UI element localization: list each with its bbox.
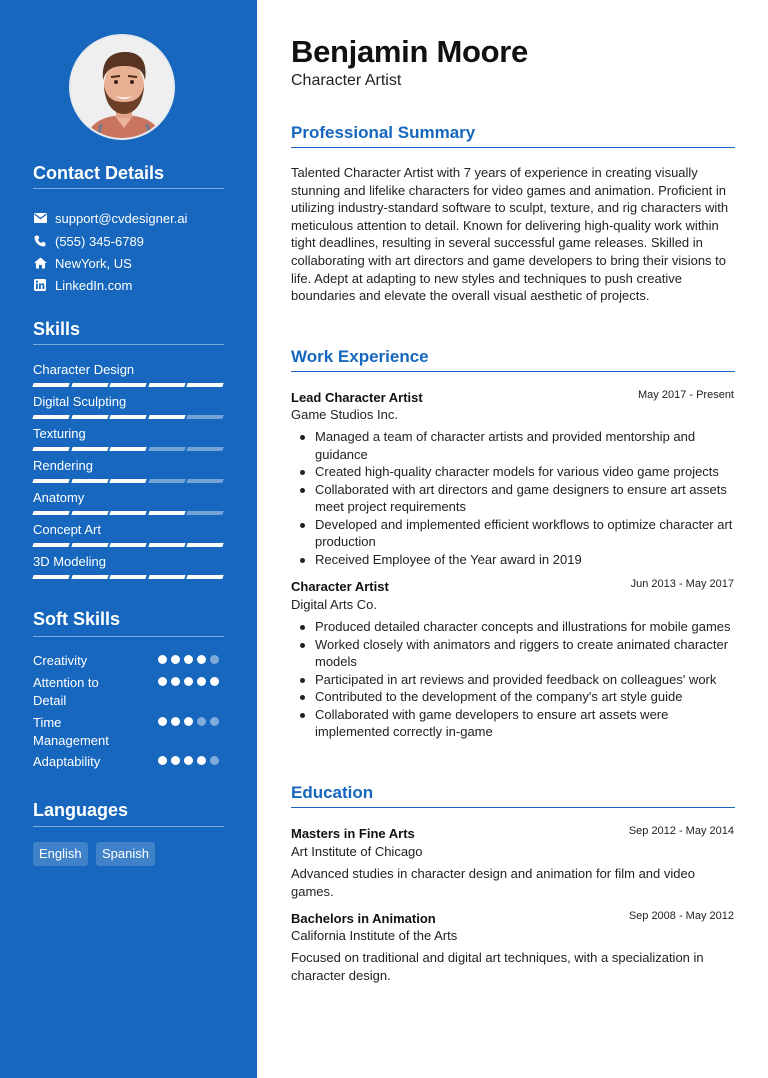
soft-skill-item	[33, 674, 223, 710]
phone-icon	[33, 234, 47, 248]
job-bullet: Collaborated with game developers to ensure art assets were implemented correctly in-game	[315, 706, 735, 741]
skill-level-segment	[32, 479, 69, 483]
skill-name: Rendering	[33, 458, 93, 473]
skill-level-segment	[187, 575, 224, 579]
soft-skills-divider	[33, 636, 224, 637]
skill-item	[33, 394, 223, 419]
summary-text: Talented Character Artist with 7 years of experience in creating visually stunning and lifelike characters for video games and animation. Proficient in utilizing industry-standard software to sculpt, texture, and rig characters with meticulous attention to detail. Known for delivering high-quality work within tight deadlines, resulting in several successful game releases. Skilled in collaborating with art directors and game developers to bring their visions to life. Adept at adapting to new styles and techniques to push creative boundaries and elevate the overall visual aesthetic of projects.	[291, 165, 729, 304]
skill-level-segment	[187, 415, 224, 419]
skill-name: 3D Modeling	[33, 554, 106, 569]
person-name: Benjamin Moore	[291, 34, 528, 69]
language-tag: Spanish	[96, 842, 155, 866]
languages-section-title: Languages	[33, 800, 129, 820]
rating-dot	[158, 655, 167, 664]
skill-level-segment	[32, 511, 69, 515]
skill-level-segment	[148, 511, 185, 515]
skills-section-title: Skills	[33, 319, 81, 339]
envelope-icon	[33, 211, 47, 225]
avatar	[69, 34, 175, 140]
rating-dot	[210, 677, 219, 686]
languages-divider	[33, 826, 224, 827]
summary-section-title: Professional Summary	[291, 123, 476, 142]
education-section-title: Education	[291, 783, 374, 802]
contact-phone-text: (555) 345-6789	[55, 233, 144, 249]
contact-linkedin-text: LinkedIn.com	[55, 277, 133, 293]
skill-level-segment	[187, 383, 224, 387]
job-company: Game Studios Inc.	[291, 407, 398, 422]
edu-dates: Sep 2012 - May 2014	[628, 825, 734, 837]
contact-location	[33, 254, 132, 272]
soft-skill-name: Attention to Detail	[33, 675, 99, 708]
skills-divider	[33, 344, 224, 345]
skill-level-segment	[71, 511, 108, 515]
skill-name: Concept Art	[33, 522, 101, 537]
skill-item	[33, 522, 223, 547]
job-dates: Jun 2013 - May 2017	[630, 578, 734, 590]
soft-skill-rating	[158, 717, 219, 726]
rating-dot	[158, 756, 167, 765]
skill-level-segment	[32, 415, 69, 419]
skill-level-segment	[109, 575, 146, 579]
skill-level-segment	[32, 383, 69, 387]
soft-skill-item	[33, 652, 223, 670]
edu-school: California Institute of the Arts	[291, 928, 458, 943]
skill-level-segment	[71, 543, 108, 547]
job-company: Digital Arts Co.	[291, 597, 377, 612]
linkedin-icon	[33, 278, 47, 292]
skill-level-segment	[109, 511, 146, 515]
person-role: Character Artist	[291, 72, 402, 89]
skill-level-bar	[33, 447, 223, 451]
contact-linkedin[interactable]	[33, 276, 132, 294]
skill-level-segment	[148, 415, 185, 419]
skill-level-segment	[32, 543, 69, 547]
job-dates: May 2017 - Present	[638, 389, 734, 401]
experience-section-title: Work Experience	[291, 347, 429, 366]
skill-level-bar	[33, 479, 223, 483]
summary-divider	[291, 147, 735, 148]
contact-divider	[33, 188, 224, 189]
edu-description: Focused on traditional and digital art techniques, with a specialization in character design.	[291, 950, 704, 983]
contact-location-text: NewYork, US	[55, 255, 132, 271]
soft-skill-name: Adaptability	[33, 754, 101, 769]
rating-dot	[158, 717, 167, 726]
job-bullet: Collaborated with art directors and game designers to ensure art assets meet project requirements	[315, 481, 735, 516]
edu-school: Art Institute of Chicago	[291, 844, 423, 859]
rating-dot	[171, 677, 180, 686]
contact-email[interactable]	[33, 209, 187, 227]
soft-skill-rating	[158, 677, 219, 686]
job-bullet: Participated in art reviews and provided feedback on colleagues' work	[315, 671, 735, 689]
skill-level-segment	[148, 383, 185, 387]
skill-level-segment	[187, 543, 224, 547]
soft-skill-item	[33, 753, 223, 771]
skill-level-segment	[148, 447, 185, 451]
edu-degree: Masters in Fine Arts	[291, 826, 415, 841]
skill-level-segment	[109, 543, 146, 547]
contact-email-text: support@cvdesigner.ai	[55, 210, 188, 226]
rating-dot	[197, 717, 206, 726]
edu-degree: Bachelors in Animation	[291, 911, 436, 926]
skill-name: Texturing	[33, 426, 86, 441]
soft-skill-rating	[158, 655, 219, 664]
avatar-photo	[71, 36, 175, 140]
skill-level-bar	[33, 575, 223, 579]
skill-level-segment	[187, 447, 224, 451]
contact-section-title: Contact Details	[33, 163, 165, 183]
rating-dot	[197, 677, 206, 686]
rating-dot	[210, 655, 219, 664]
rating-dot	[184, 717, 193, 726]
skill-level-segment	[71, 575, 108, 579]
skill-level-segment	[109, 479, 146, 483]
rating-dot	[197, 655, 206, 664]
contact-phone[interactable]	[33, 232, 144, 250]
skill-level-segment	[71, 415, 108, 419]
skill-level-segment	[71, 479, 108, 483]
job-bullet: Worked closely with animators and riggers to create animated character models	[315, 636, 735, 671]
job-bullet: Created high-quality character models for various video game projects	[315, 463, 735, 481]
edu-description: Advanced studies in character design and animation for film and video games.	[291, 866, 695, 899]
skill-level-segment	[32, 447, 69, 451]
rating-dot	[171, 756, 180, 765]
skill-level-segment	[187, 511, 224, 515]
soft-skill-name: Creativity	[33, 653, 88, 668]
job-bullets	[315, 428, 735, 568]
soft-skill-name: Time Management	[33, 715, 109, 748]
skill-item	[33, 490, 223, 515]
skill-level-bar	[33, 415, 223, 419]
skill-item	[33, 362, 223, 387]
skill-item	[33, 554, 223, 579]
rating-dot	[184, 756, 193, 765]
job-title: Character Artist	[291, 579, 389, 594]
skill-name: Digital Sculpting	[33, 394, 127, 409]
job-bullet: Produced detailed character concepts and illustrations for mobile games	[315, 618, 735, 636]
skill-level-segment	[71, 383, 108, 387]
rating-dot	[171, 717, 180, 726]
soft-skill-item	[33, 714, 223, 750]
skill-level-segment	[148, 479, 185, 483]
skill-level-segment	[109, 383, 146, 387]
skill-item	[33, 426, 223, 451]
skill-level-segment	[109, 447, 146, 451]
skill-level-segment	[109, 415, 146, 419]
job-bullet: Developed and implemented efficient workflows to optimize character art production	[315, 516, 735, 551]
rating-dot	[197, 756, 206, 765]
education-divider	[291, 807, 735, 808]
home-icon	[33, 256, 47, 270]
rating-dot	[184, 677, 193, 686]
job-bullet: Managed a team of character artists and provided mentorship and guidance	[315, 428, 735, 463]
skill-level-segment	[148, 543, 185, 547]
skill-level-segment	[32, 575, 69, 579]
job-bullet: Received Employee of the Year award in 2019	[315, 551, 735, 569]
soft-skill-rating	[158, 756, 219, 765]
job-title: Lead Character Artist	[291, 390, 423, 405]
rating-dot	[158, 677, 167, 686]
skill-name: Anatomy	[33, 490, 85, 505]
job-bullets	[315, 618, 735, 741]
edu-dates: Sep 2008 - May 2012	[628, 910, 734, 922]
job-bullet: Contributed to the development of the company's art style guide	[315, 688, 735, 706]
language-tag: English	[33, 842, 88, 866]
rating-dot	[171, 655, 180, 664]
experience-divider	[291, 371, 735, 372]
skill-level-bar	[33, 511, 223, 515]
skill-level-segment	[71, 447, 108, 451]
rating-dot	[210, 717, 219, 726]
skill-name: Character Design	[33, 362, 135, 377]
skill-level-segment	[187, 479, 224, 483]
sidebar	[0, 0, 257, 1078]
soft-skills-section-title: Soft Skills	[33, 609, 121, 629]
skill-level-segment	[148, 575, 185, 579]
rating-dot	[210, 756, 219, 765]
skill-level-bar	[33, 383, 223, 387]
rating-dot	[184, 655, 193, 664]
skill-item	[33, 458, 223, 483]
main-content	[257, 0, 768, 1078]
skill-level-bar	[33, 543, 223, 547]
